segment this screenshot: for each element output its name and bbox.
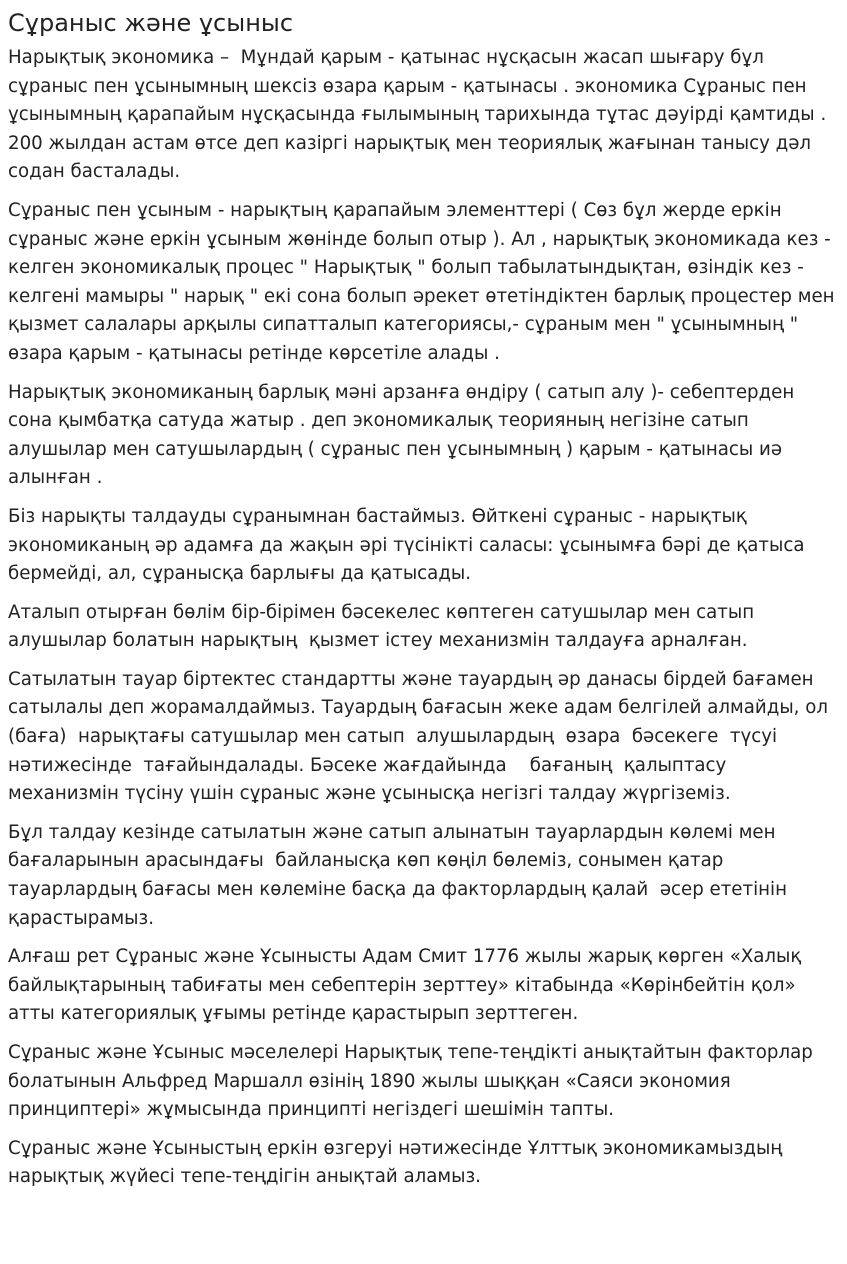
paragraph: Бұл талдау кезінде сатылатын және сатып алынатын тауарлардын көлемі мен бағаларынын арасындағы байланысқа көп көңіл бөлеміз, сонымен қатар тауарлардың бағасы мен көлеміне басқа да факторлардың қалай әсер ететінін қарастырамыз. [8, 821, 793, 929]
paragraph: Сұраныс және Ұсыныс мәселелері Нарықтық тепе-теңдікті анықтайтын факторлар болатынын Альфред Маршалл өзінің 1890 жылы шыққан «Саяси экономия принциптері» жұмысында принципті негіздегі шешімін тапты. [8, 1042, 819, 1121]
paragraph: Сұраныс пен ұсыным - нарықтың қарапайым элементтері ( Сөз бұл жерде еркін сұраныс және еркін ұсыным жөнінде болып отыр ). Ал , нарықтық экономикада кез - келген экономикалық процес " Нарықтық " болып табылатындықтан, өзіндік кез - келгені мамыры " нарық " екі сона болып әрекет өтетіндіктен барлық процестер мен қызмет салалары арқылы сипатталып категориясы,- сұраным мен " ұсынымның " өзара қарым - қатынасы ретінде көрсетіле алады . [8, 199, 841, 364]
paragraph: Сатылатын тауар біртектес стандартты және тауардың әр данасы бірдей бағамен сатылалы деп жорамалдаймыз. Тауардың бағасын жеке адам белгілей алмайды, ол (баға) нарықтағы сатушылар мен сатып алушылардың өзара бәсекеге түсуі нәтижесінде тағайындалады. Бәсеке жағдайында бағаның қалыптасу механизмін түсіну үшін сұраныс және ұсынысқа негізгі талдау жүргіземіз. [8, 668, 834, 805]
paragraph: Сұраныс және Ұсыныстың еркін өзгеруі нәтижесінде Ұлттық экономикамыздың нарықтық жүйесі тепе-теңдігін анықтай аламыз. [8, 1137, 789, 1188]
paragraph: Алғаш рет Сұраныс және Ұсынысты Адам Смит 1776 жылы жарық көрген «Халық байлықтарының табиғаты мен себептерін зерттеу» кітабында «Көрінбейтін қол» атты категориялық ұғымы ретінде қарастырып зерттеген. [8, 946, 808, 1025]
paragraph: Нарықтық экономиканың барлық мәні арзанға өндіру ( сатып алу )- себептерден сона қымбатқа сатуда жатыр . деп экономикалық теорияның негізіне сатып алушылар мен сатушылардың ( сұраныс пен ұсынымның ) қарым - қатынасы иә алынған . [8, 381, 801, 489]
article-title: Сұраныс және ұсыныс [8, 9, 294, 37]
paragraph: Біз нарықты талдауды сұранымнан бастаймыз. Өйткені сұраныс - нарықтық экономиканың әр адамға да жақын әрі түсінікті саласы: ұсынымға бәрі де қатыса бермейді, ал, сұранысқа барлығы да қатысады. [8, 505, 811, 585]
paragraph: Аталып отырған бөлім бір-бірімен бәсекелес көптеген сатушылар мен сатып алушылар болатын нарықтың қызмет істеу механизмін талдауға арналған. [8, 601, 760, 652]
paragraph: Нарықтық экономика – Мұндай қарым - қатынас нұсқасын жасап шығару бұл сұраныс пен ұсынымның шексіз өзара қарым - қатынасы . экономика Сұраныс пен ұсынымның қарапайым нұсқасында ғылымының тарихында тұтас дәуірді қамтиды . 200 жылдан астам өтсе деп казіргі нарықтық мен теориялық жағынан танысу дәл содан басталады. [8, 47, 833, 183]
